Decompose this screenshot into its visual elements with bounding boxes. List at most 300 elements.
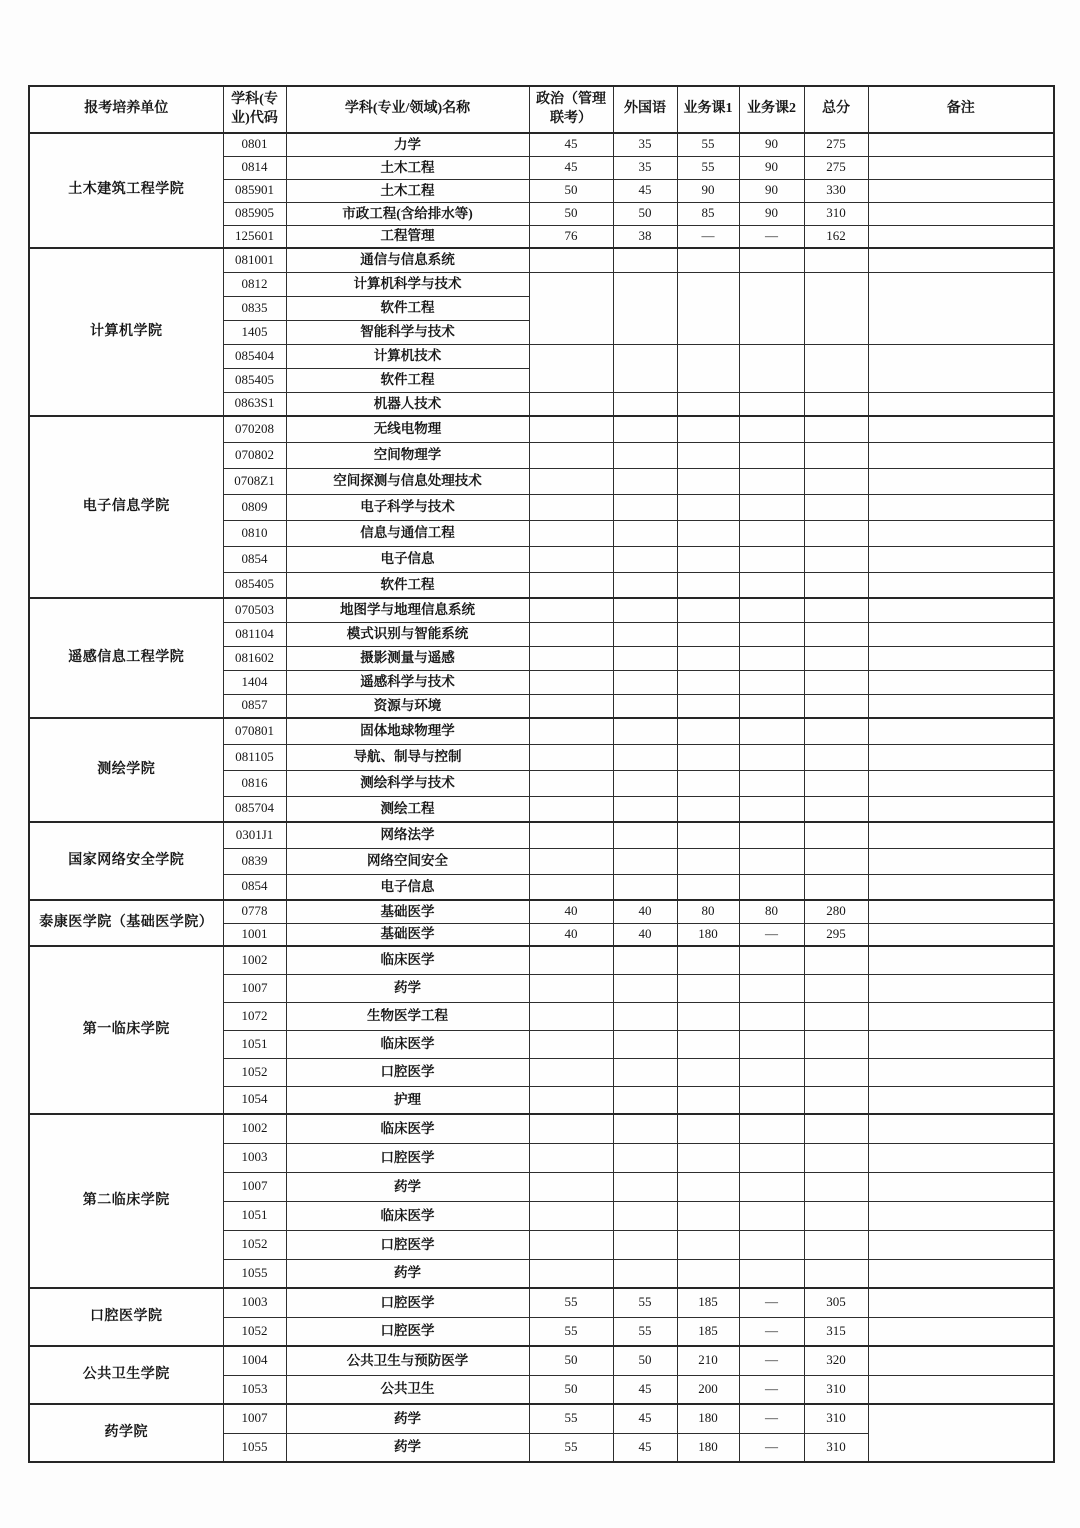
total-cell: 162 — [804, 225, 868, 248]
name-cell: 药学 — [286, 1433, 529, 1462]
unit-cell: 第二临床学院 — [29, 1114, 223, 1288]
column-header-unit: 报考培养单位 — [29, 86, 223, 133]
total-cell: 275 — [804, 133, 868, 156]
course2-cell: — — [739, 1346, 804, 1375]
name-cell: 口腔医学 — [286, 1317, 529, 1346]
course1-cell — [677, 1230, 739, 1259]
course2-cell: — — [739, 1404, 804, 1433]
course2-cell — [739, 822, 804, 848]
politics-cell — [529, 1086, 613, 1114]
name-cell: 测绘工程 — [286, 796, 529, 822]
foreign-cell — [613, 1201, 677, 1230]
total-cell — [804, 770, 868, 796]
name-cell: 口腔医学 — [286, 1288, 529, 1317]
foreign-cell — [613, 1172, 677, 1201]
remark-cell — [868, 468, 1054, 494]
politics-cell — [529, 546, 613, 572]
course1-cell — [677, 344, 739, 392]
remark-cell — [868, 1143, 1054, 1172]
remark-cell — [868, 520, 1054, 546]
table-row — [29, 822, 1054, 848]
remark-cell — [868, 694, 1054, 718]
total-cell — [804, 248, 868, 272]
course1-cell — [677, 974, 739, 1002]
foreign-cell — [613, 1058, 677, 1086]
course2-cell: — — [739, 1433, 804, 1462]
table-header — [29, 86, 1054, 133]
politics-cell — [529, 848, 613, 874]
remark-cell — [868, 494, 1054, 520]
remark-cell — [868, 822, 1054, 848]
course2-cell — [739, 546, 804, 572]
code-cell: 081602 — [223, 646, 286, 670]
course2-cell — [739, 646, 804, 670]
course2-cell — [739, 442, 804, 468]
name-cell: 电子信息 — [286, 874, 529, 900]
course1-cell: 200 — [677, 1375, 739, 1404]
course1-cell: 180 — [677, 1404, 739, 1433]
total-cell: 295 — [804, 923, 868, 946]
name-cell: 力学 — [286, 133, 529, 156]
course2-cell — [739, 572, 804, 598]
remark-cell — [868, 392, 1054, 416]
remark-cell — [868, 179, 1054, 202]
foreign-cell — [613, 1086, 677, 1114]
politics-cell — [529, 1201, 613, 1230]
name-cell: 药学 — [286, 1259, 529, 1288]
code-cell: 085704 — [223, 796, 286, 822]
course2-cell: — — [739, 923, 804, 946]
code-cell: 081105 — [223, 744, 286, 770]
table-row — [29, 718, 1054, 744]
total-cell — [804, 494, 868, 520]
politics-cell — [529, 1030, 613, 1058]
foreign-cell: 45 — [613, 1404, 677, 1433]
total-cell: 330 — [804, 179, 868, 202]
total-cell: 275 — [804, 156, 868, 179]
politics-cell — [529, 494, 613, 520]
column-header-course2: 业务课2 — [739, 86, 804, 133]
politics-cell: 50 — [529, 179, 613, 202]
code-cell: 1055 — [223, 1433, 286, 1462]
name-cell: 固体地球物理学 — [286, 718, 529, 744]
course1-cell: 90 — [677, 179, 739, 202]
name-cell: 口腔医学 — [286, 1230, 529, 1259]
total-cell: 310 — [804, 1404, 868, 1433]
remark-cell — [868, 1288, 1054, 1317]
course2-cell — [739, 1201, 804, 1230]
total-cell — [804, 822, 868, 848]
code-cell: 0839 — [223, 848, 286, 874]
politics-cell — [529, 946, 613, 974]
remark-cell — [868, 744, 1054, 770]
code-cell: 1002 — [223, 946, 286, 974]
foreign-cell — [613, 392, 677, 416]
code-cell: 1053 — [223, 1375, 286, 1404]
code-cell: 1052 — [223, 1058, 286, 1086]
code-cell: 1007 — [223, 1172, 286, 1201]
course2-cell: 90 — [739, 179, 804, 202]
course2-cell — [739, 468, 804, 494]
course1-cell — [677, 848, 739, 874]
code-cell: 085905 — [223, 202, 286, 225]
foreign-cell: 35 — [613, 133, 677, 156]
foreign-cell — [613, 796, 677, 822]
course1-cell — [677, 272, 739, 344]
politics-cell: 55 — [529, 1288, 613, 1317]
course2-cell — [739, 344, 804, 392]
code-cell: 0810 — [223, 520, 286, 546]
foreign-cell — [613, 468, 677, 494]
remark-cell — [868, 946, 1054, 974]
name-cell: 公共卫生 — [286, 1375, 529, 1404]
course1-cell — [677, 442, 739, 468]
remark-cell — [868, 1259, 1054, 1288]
course2-cell — [739, 1259, 804, 1288]
course2-cell — [739, 272, 804, 344]
total-cell: 280 — [804, 900, 868, 923]
politics-cell: 55 — [529, 1404, 613, 1433]
course2-cell — [739, 744, 804, 770]
code-cell: 0801 — [223, 133, 286, 156]
code-cell: 1055 — [223, 1259, 286, 1288]
foreign-cell — [613, 344, 677, 392]
remark-cell — [868, 133, 1054, 156]
politics-cell: 76 — [529, 225, 613, 248]
course2-cell: — — [739, 225, 804, 248]
remark-cell — [868, 202, 1054, 225]
foreign-cell — [613, 1259, 677, 1288]
name-cell: 药学 — [286, 1172, 529, 1201]
politics-cell: 45 — [529, 133, 613, 156]
name-cell: 电子信息 — [286, 546, 529, 572]
remark-cell — [868, 646, 1054, 670]
course2-cell — [739, 874, 804, 900]
remark-cell — [868, 796, 1054, 822]
foreign-cell — [613, 670, 677, 694]
code-cell: 085404 — [223, 344, 286, 368]
code-cell: 1054 — [223, 1086, 286, 1114]
remark-cell — [868, 156, 1054, 179]
code-cell: 1052 — [223, 1317, 286, 1346]
politics-cell — [529, 874, 613, 900]
foreign-cell — [613, 494, 677, 520]
name-cell: 口腔医学 — [286, 1143, 529, 1172]
course1-cell — [677, 1259, 739, 1288]
code-cell: 1001 — [223, 923, 286, 946]
foreign-cell: 55 — [613, 1317, 677, 1346]
course2-cell — [739, 796, 804, 822]
course1-cell: 80 — [677, 900, 739, 923]
column-header-total: 总分 — [804, 86, 868, 133]
admission-score-table — [28, 85, 1055, 1463]
course2-cell: — — [739, 1317, 804, 1346]
remark-cell — [868, 546, 1054, 572]
course2-cell — [739, 1230, 804, 1259]
course1-cell — [677, 874, 739, 900]
table-row — [29, 133, 1054, 156]
politics-cell — [529, 1143, 613, 1172]
remark-cell — [868, 718, 1054, 744]
unit-cell: 口腔医学院 — [29, 1288, 223, 1346]
politics-cell — [529, 392, 613, 416]
code-cell: 125601 — [223, 225, 286, 248]
foreign-cell: 55 — [613, 1288, 677, 1317]
name-cell: 土木工程 — [286, 179, 529, 202]
course2-cell — [739, 770, 804, 796]
code-cell: 0863S1 — [223, 392, 286, 416]
course1-cell — [677, 1201, 739, 1230]
code-cell: 1007 — [223, 974, 286, 1002]
foreign-cell — [613, 1114, 677, 1143]
column-header-code: 学科(专业)代码 — [223, 86, 286, 133]
foreign-cell — [613, 622, 677, 646]
total-cell — [804, 1002, 868, 1030]
politics-cell — [529, 718, 613, 744]
course1-cell — [677, 1030, 739, 1058]
politics-cell — [529, 822, 613, 848]
remark-cell — [868, 1058, 1054, 1086]
name-cell: 计算机技术 — [286, 344, 529, 368]
total-cell — [804, 874, 868, 900]
politics-cell — [529, 1002, 613, 1030]
total-cell: 320 — [804, 1346, 868, 1375]
name-cell: 遥感科学与技术 — [286, 670, 529, 694]
unit-cell: 遥感信息工程学院 — [29, 598, 223, 718]
course2-cell — [739, 416, 804, 442]
politics-cell: 50 — [529, 1375, 613, 1404]
total-cell — [804, 1030, 868, 1058]
foreign-cell: 40 — [613, 923, 677, 946]
name-cell: 无线电物理 — [286, 416, 529, 442]
code-cell: 081001 — [223, 248, 286, 272]
code-cell: 0816 — [223, 770, 286, 796]
code-cell: 0778 — [223, 900, 286, 923]
total-cell: 305 — [804, 1288, 868, 1317]
politics-cell — [529, 272, 613, 344]
course1-cell — [677, 1143, 739, 1172]
politics-cell: 40 — [529, 923, 613, 946]
course2-cell: 80 — [739, 900, 804, 923]
politics-cell — [529, 694, 613, 718]
table-row — [29, 598, 1054, 622]
remark-cell — [868, 874, 1054, 900]
name-cell: 智能科学与技术 — [286, 320, 529, 344]
course1-cell: — — [677, 225, 739, 248]
remark-cell — [868, 598, 1054, 622]
code-cell: 085405 — [223, 368, 286, 392]
total-cell — [804, 670, 868, 694]
code-cell: 1002 — [223, 1114, 286, 1143]
total-cell — [804, 946, 868, 974]
politics-cell — [529, 1172, 613, 1201]
name-cell: 药学 — [286, 974, 529, 1002]
course1-cell: 185 — [677, 1317, 739, 1346]
code-cell: 1051 — [223, 1030, 286, 1058]
foreign-cell — [613, 598, 677, 622]
code-cell: 1051 — [223, 1201, 286, 1230]
politics-cell — [529, 572, 613, 598]
course1-cell — [677, 744, 739, 770]
course2-cell — [739, 974, 804, 1002]
total-cell — [804, 744, 868, 770]
total-cell — [804, 546, 868, 572]
course2-cell — [739, 622, 804, 646]
code-cell: 0809 — [223, 494, 286, 520]
foreign-cell — [613, 848, 677, 874]
foreign-cell — [613, 248, 677, 272]
remark-cell — [868, 974, 1054, 1002]
code-cell: 1004 — [223, 1346, 286, 1375]
column-header-remark: 备注 — [868, 86, 1054, 133]
column-header-foreign: 外国语 — [613, 86, 677, 133]
foreign-cell — [613, 646, 677, 670]
remark-cell — [868, 900, 1054, 923]
course1-cell — [677, 598, 739, 622]
course1-cell — [677, 1114, 739, 1143]
foreign-cell — [613, 546, 677, 572]
remark-cell — [868, 248, 1054, 272]
politics-cell — [529, 520, 613, 546]
remark-cell — [868, 670, 1054, 694]
remark-cell — [868, 1201, 1054, 1230]
politics-cell — [529, 1230, 613, 1259]
unit-cell: 测绘学院 — [29, 718, 223, 822]
politics-cell — [529, 248, 613, 272]
remark-cell — [868, 1030, 1054, 1058]
course1-cell: 180 — [677, 923, 739, 946]
foreign-cell — [613, 874, 677, 900]
course1-cell: 55 — [677, 133, 739, 156]
total-cell: 310 — [804, 202, 868, 225]
total-cell — [804, 1230, 868, 1259]
course1-cell — [677, 494, 739, 520]
code-cell: 0814 — [223, 156, 286, 179]
table-row — [29, 1114, 1054, 1143]
foreign-cell: 35 — [613, 156, 677, 179]
politics-cell — [529, 468, 613, 494]
code-cell: 070503 — [223, 598, 286, 622]
remark-cell — [868, 442, 1054, 468]
name-cell: 土木工程 — [286, 156, 529, 179]
remark-cell — [868, 848, 1054, 874]
foreign-cell — [613, 416, 677, 442]
total-cell — [804, 1058, 868, 1086]
table-row — [29, 248, 1054, 272]
name-cell: 模式识别与智能系统 — [286, 622, 529, 646]
remark-cell — [868, 344, 1054, 392]
total-cell — [804, 694, 868, 718]
remark-cell — [868, 770, 1054, 796]
unit-cell: 土木建筑工程学院 — [29, 133, 223, 248]
course1-cell — [677, 546, 739, 572]
code-cell: 070801 — [223, 718, 286, 744]
total-cell — [804, 344, 868, 392]
total-cell — [804, 272, 868, 344]
name-cell: 空间物理学 — [286, 442, 529, 468]
total-cell — [804, 718, 868, 744]
politics-cell: 55 — [529, 1433, 613, 1462]
course2-cell: 90 — [739, 156, 804, 179]
course1-cell — [677, 770, 739, 796]
course1-cell — [677, 572, 739, 598]
foreign-cell — [613, 520, 677, 546]
code-cell: 085901 — [223, 179, 286, 202]
total-cell — [804, 1114, 868, 1143]
name-cell: 导航、制导与控制 — [286, 744, 529, 770]
code-cell: 1404 — [223, 670, 286, 694]
name-cell: 临床医学 — [286, 1030, 529, 1058]
course1-cell — [677, 796, 739, 822]
total-cell — [804, 392, 868, 416]
remark-cell — [868, 1230, 1054, 1259]
name-cell: 测绘科学与技术 — [286, 770, 529, 796]
foreign-cell: 50 — [613, 1346, 677, 1375]
name-cell: 地图学与地理信息系统 — [286, 598, 529, 622]
code-cell: 081104 — [223, 622, 286, 646]
total-cell — [804, 1201, 868, 1230]
course1-cell — [677, 1058, 739, 1086]
table-row — [29, 946, 1054, 974]
code-cell: 0708Z1 — [223, 468, 286, 494]
course1-cell: 180 — [677, 1433, 739, 1462]
politics-cell: 50 — [529, 1346, 613, 1375]
total-cell — [804, 1259, 868, 1288]
code-cell: 1003 — [223, 1143, 286, 1172]
foreign-cell — [613, 272, 677, 344]
code-cell: 070802 — [223, 442, 286, 468]
code-cell: 1052 — [223, 1230, 286, 1259]
politics-cell — [529, 974, 613, 1002]
course2-cell — [739, 946, 804, 974]
name-cell: 软件工程 — [286, 296, 529, 320]
course2-cell — [739, 1143, 804, 1172]
name-cell: 基础医学 — [286, 923, 529, 946]
foreign-cell — [613, 1002, 677, 1030]
unit-cell: 第一临床学院 — [29, 946, 223, 1114]
code-cell: 0857 — [223, 694, 286, 718]
politics-cell — [529, 598, 613, 622]
code-cell: 085405 — [223, 572, 286, 598]
foreign-cell — [613, 822, 677, 848]
course1-cell: 55 — [677, 156, 739, 179]
course2-cell — [739, 1114, 804, 1143]
name-cell: 护理 — [286, 1086, 529, 1114]
course2-cell — [739, 718, 804, 744]
name-cell: 资源与环境 — [286, 694, 529, 718]
course2-cell — [739, 392, 804, 416]
course2-cell: 90 — [739, 202, 804, 225]
table-row — [29, 416, 1054, 442]
total-cell — [804, 848, 868, 874]
course2-cell — [739, 1002, 804, 1030]
table-row — [29, 1346, 1054, 1375]
course2-cell — [739, 1058, 804, 1086]
name-cell: 临床医学 — [286, 946, 529, 974]
course2-cell: — — [739, 1288, 804, 1317]
table-row — [29, 900, 1054, 923]
course2-cell — [739, 520, 804, 546]
course2-cell: — — [739, 1375, 804, 1404]
politics-cell — [529, 670, 613, 694]
foreign-cell — [613, 946, 677, 974]
foreign-cell: 45 — [613, 1375, 677, 1404]
name-cell: 基础医学 — [286, 900, 529, 923]
course1-cell: 210 — [677, 1346, 739, 1375]
foreign-cell: 50 — [613, 202, 677, 225]
name-cell: 口腔医学 — [286, 1058, 529, 1086]
unit-cell: 公共卫生学院 — [29, 1346, 223, 1404]
